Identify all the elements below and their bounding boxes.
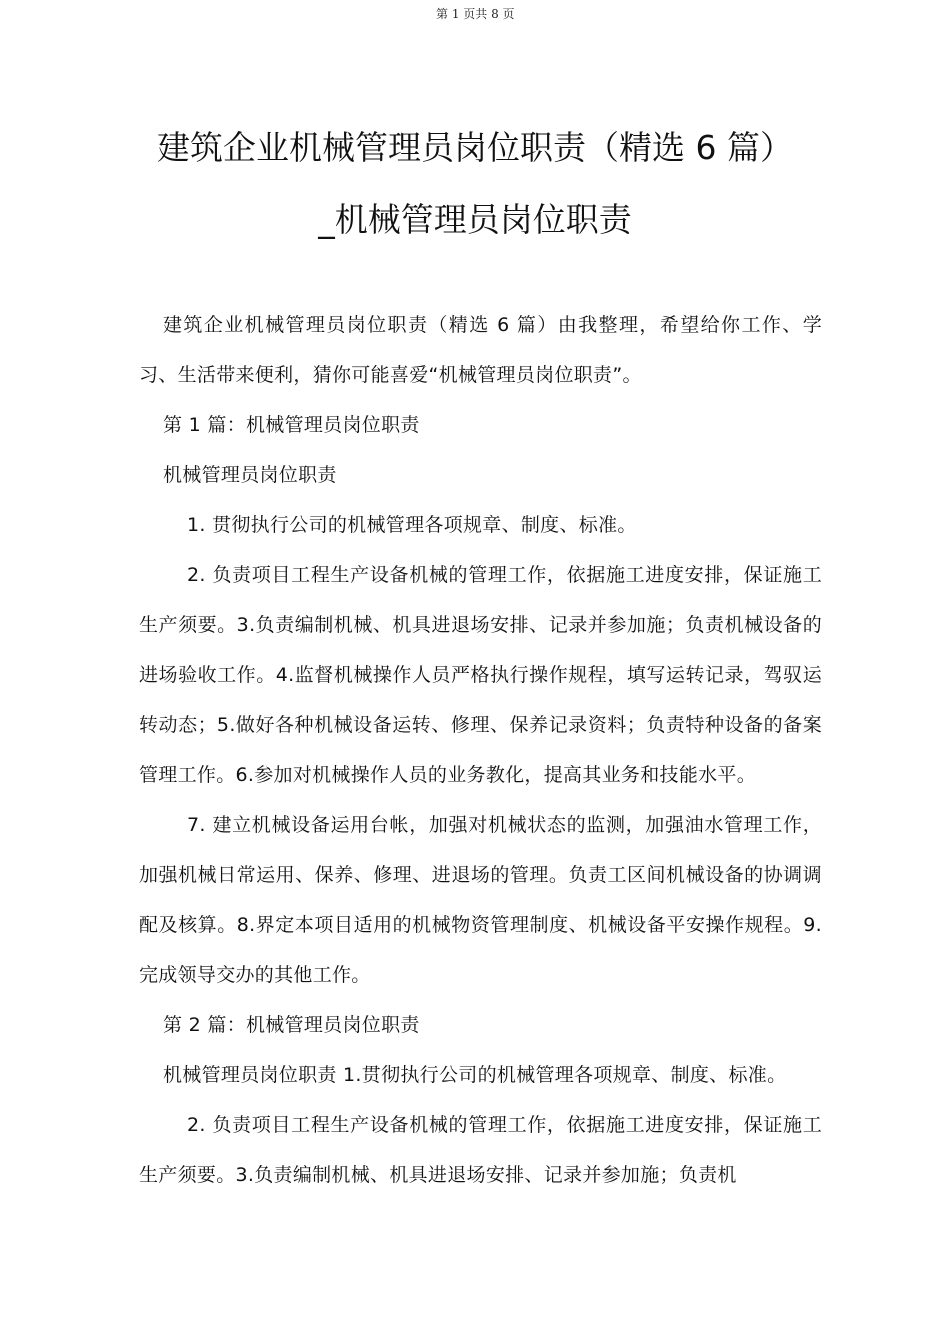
list-item: 2. 负责项目工程生产设备机械的管理工作，依据施工进度安排，保证施工生产须要。3.负责编制机械、机具进退场安排、记录并参加施；负责机械设备的进场验收工作。4.监督机械操作人员严格执行操作规程，填写运转记录，驾驭运转动态；5.做好各种机械设备运转、修理、保养记录资料；负责特种设备的备案管理工作。6.参加对机械操作人员的业务教化，提高其业务和技能水平。 <box>139 564 822 786</box>
intro-paragraph: 建筑企业机械管理员岗位职责（精选 6 篇）由我整理，希望给你工作、学习、生活带来便利，猜你可能喜爱“机械管理员岗位职责”。 <box>139 314 822 386</box>
section-heading-1: 第 1 篇：机械管理员岗位职责 <box>163 414 420 436</box>
document-title-line-2: _机械管理员岗位职责 <box>318 200 632 239</box>
subheading: 机械管理员岗位职责 <box>163 464 337 486</box>
list-item: 2. 负责项目工程生产设备机械的管理工作，依据施工进度安排，保证施工生产须要。3.负责编制机械、机具进退场安排、记录并参加施；负责机 <box>139 1114 822 1186</box>
section-heading-2: 第 2 篇：机械管理员岗位职责 <box>163 1014 420 1036</box>
document-body <box>139 300 822 1200</box>
document-title-line-1: 建筑企业机械管理员岗位职责（精选 6 篇） <box>157 128 793 167</box>
page-indicator: 第 1 页共 8 页 <box>436 7 515 21</box>
list-item: 机械管理员岗位职责 1.贯彻执行公司的机械管理各项规章、制度、标准。 <box>163 1064 787 1086</box>
list-item: 7. 建立机械设备运用台帐，加强对机械状态的监测，加强油水管理工作，加强机械日常运用、保养、修理、进退场的管理。负责工区间机械设备的协调调配及核算。8.界定本项目适用的机械物资管理制度、机械设备平安操作规程。9.完成领导交办的其他工作。 <box>139 814 822 986</box>
list-item: 1. 贯彻执行公司的机械管理各项规章、制度、标准。 <box>187 514 637 536</box>
